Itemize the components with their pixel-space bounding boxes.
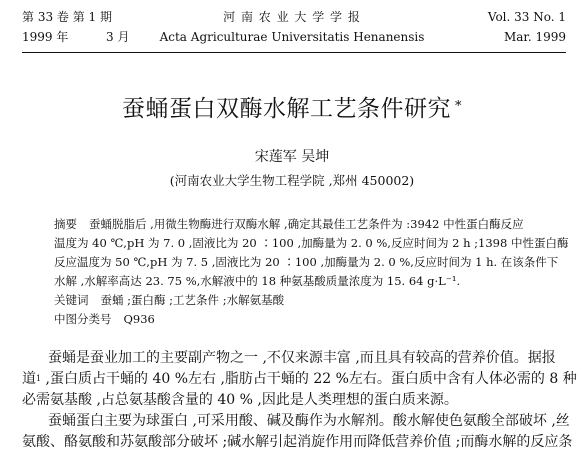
abstract-label: 摘要 — [54, 217, 77, 231]
keywords-text: 蚕蛹 ;蛋白酶 ;工艺条件 ;水解氨基酸 — [100, 293, 285, 307]
abstract-line-4: 水解 ,水解率高达 23. 75 %,水解液中的 18 种氨基酸质量浓度为 15. 64 g·L⁻¹. — [54, 274, 461, 288]
journal-name-cn: 河 南 农 业 大 学 学 报 — [223, 10, 361, 24]
journal-name-en: Acta Agriculturae Universitatis Henanensis — [159, 30, 425, 44]
reference-mark: 1 — [36, 374, 42, 383]
header-rule — [22, 52, 566, 53]
body-p1-line-2-rest: ,蛋白质占干蛹的 40 %左右 ,脂肪占干蛹的 22 %左右。蛋白质中含有人体必需的 8 种 — [41, 371, 577, 387]
abstract-text-1: 蚕蛹脱脂后 ,用微生物酶进行双酶水解 ,确定其最佳工艺条件为 :3942 中性蛋白酶反应 — [89, 217, 524, 231]
abstract-line-2: 温度为 40 ℃,pH 为 7. 0 ,固液比为 20 ∶100 ,加酶量为 2. 0 %,反应时间为 2 h ;1398 中性蛋白酶 — [54, 236, 569, 250]
article-title — [0, 95, 584, 123]
article-title-text: 蚕蛹蛋白双酶水解工艺条件研究 — [122, 96, 451, 122]
keywords-label: 关键词 — [54, 293, 89, 307]
body-p1-line-2 — [22, 370, 577, 388]
keywords-line — [54, 293, 284, 307]
authors: 宋莲军 吴坤 — [254, 149, 330, 165]
month-cn: 3 月 — [106, 30, 130, 44]
volume-issue-cn: 第 33 卷 第 1 期 — [22, 10, 112, 24]
body-p2-line-1: 蚕蛹蛋白主要为球蛋白 ,可采用酸、碱及酶作为水解剂。酸水解使色氨酸全部破坏 ,丝 — [48, 413, 570, 429]
classification-line — [54, 312, 155, 326]
classification-code: Q936 — [123, 312, 155, 326]
abstract-line-1 — [54, 217, 524, 231]
affiliation: (河南农业大学生物工程学院 ,郑州 450002) — [169, 173, 415, 188]
abstract-line-3: 反应温度为 50 ℃,pH 为 7. 5 ,固液比为 20 ∶100 ,加酶量为 2. 0 %,反应时间为 1 h. 在该条件下 — [54, 255, 559, 269]
body-p1-line-3: 必需氨基酸 ,占总氨基酸含量的 40 % ,因此是人类理想的蛋白质来源。 — [22, 392, 458, 408]
body-p1-line-1: 蚕蛹是蚕业加工的主要副产物之一 ,不仅来源丰富 ,而且具有较高的营养价值。据报 — [48, 350, 556, 366]
volume-issue-en: Vol. 33 No. 1 — [487, 10, 566, 24]
classification-label: 中图分类号 — [54, 312, 112, 326]
year-cn: 1999 年 — [22, 30, 69, 44]
body-p2-line-2: 氨酸、酪氨酸和苏氨酸部分破坏 ;碱水解引起消旋作用而降低营养价值 ;而酶水解的反应条 — [22, 434, 573, 450]
body-p1-line-2-start: 道 — [22, 371, 36, 387]
date-en: Mar. 1999 — [503, 30, 566, 44]
title-footnote-mark: * — [455, 99, 462, 114]
